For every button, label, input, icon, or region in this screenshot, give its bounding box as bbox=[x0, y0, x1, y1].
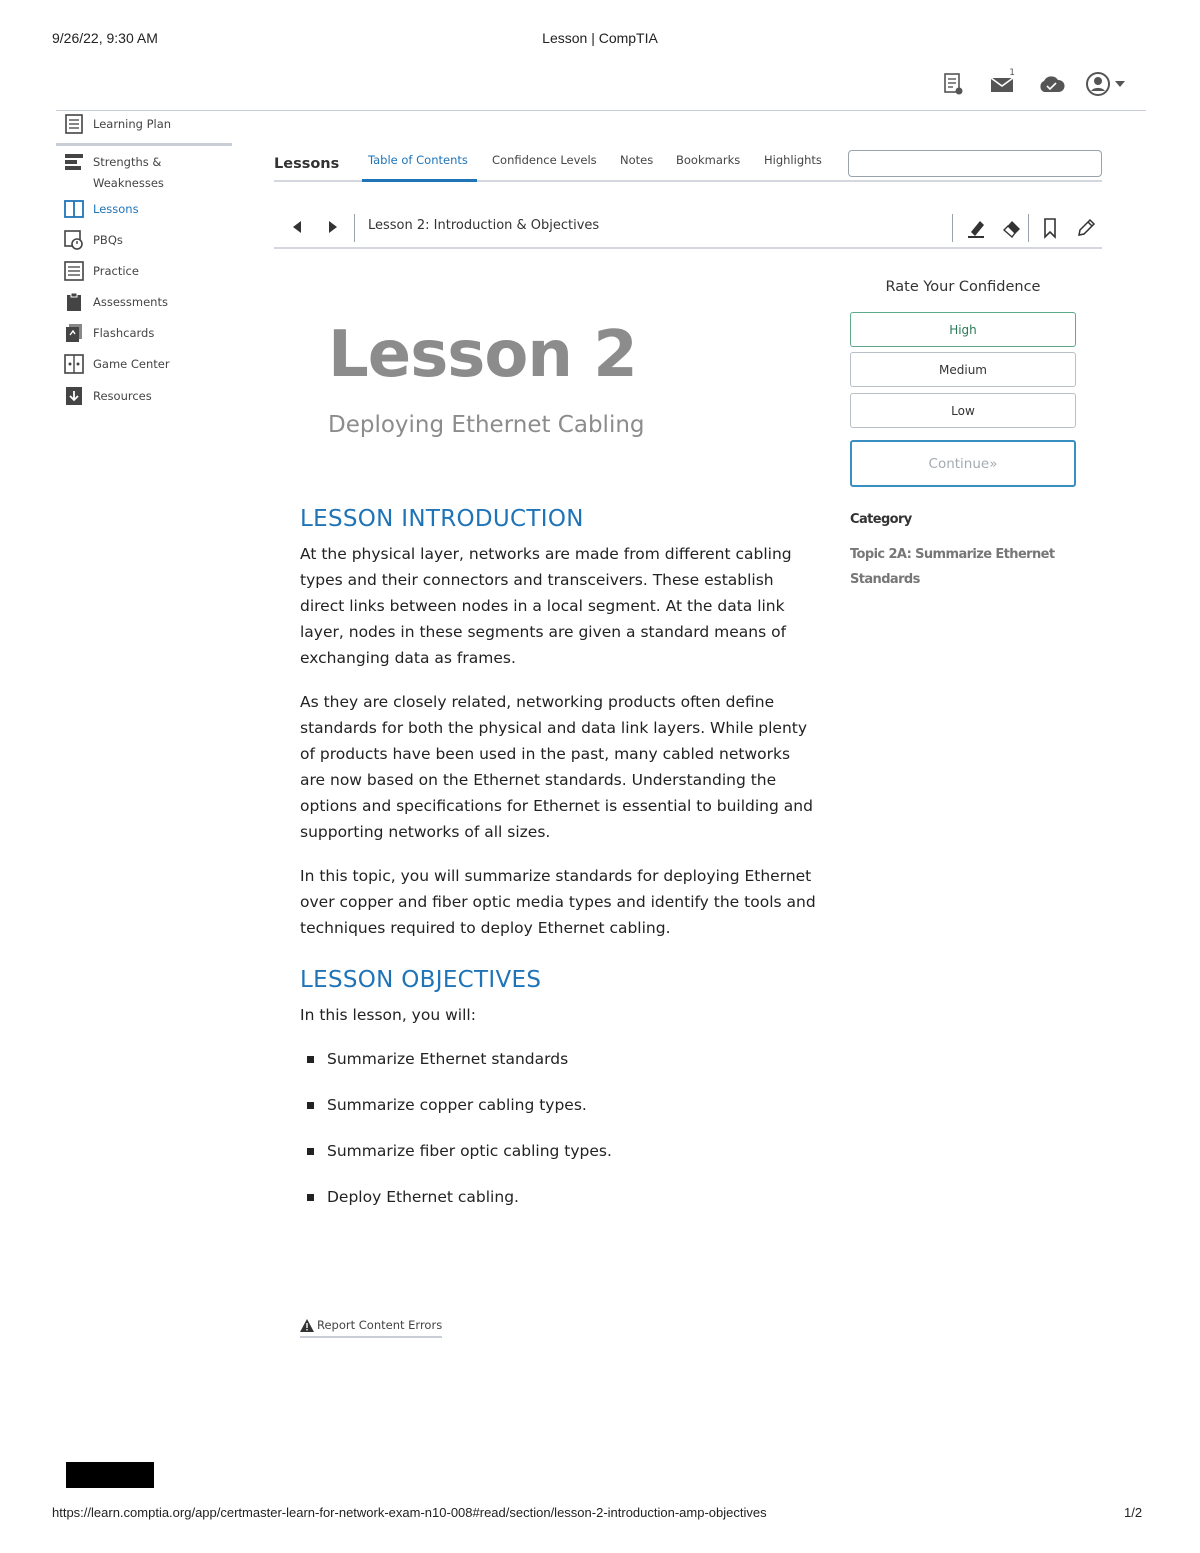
lesson-hero-title: Lesson 2 bbox=[328, 318, 637, 392]
lesson-hero-subtitle: Deploying Ethernet Cabling bbox=[328, 412, 645, 438]
book-icon bbox=[64, 199, 84, 219]
print-date: 9/26/22, 9:30 AM bbox=[52, 30, 158, 46]
report-label: Report Content Errors bbox=[317, 1318, 443, 1332]
confidence-low-button[interactable]: Low bbox=[850, 393, 1076, 428]
sidebar-item-assessments[interactable] bbox=[56, 292, 232, 313]
print-page-number: 1/2 bbox=[1124, 1505, 1143, 1520]
sidebar-item-label: Flashcards bbox=[93, 326, 155, 340]
intro-paragraph: In this topic, you will summarize standards for deploying Ethernet over copper and fiber optic media types and identify the tools and techniques required to deploy Ethernet cabling. bbox=[300, 867, 816, 937]
download-icon bbox=[64, 386, 84, 406]
content-tabs bbox=[274, 146, 1102, 182]
tools-divider bbox=[1028, 214, 1029, 242]
sidebar-item-label: PBQs bbox=[93, 233, 123, 247]
sidebar-item-label: Resources bbox=[93, 389, 152, 403]
sidebar-item-lessons[interactable] bbox=[56, 199, 232, 220]
intro-paragraph: At the physical layer, networks are made from different cabling types and their connectors and transceivers. These establish direct links between nodes in a local segment. At the data link layer, nodes in these segments are given a standard means of exchanging data as frames. bbox=[300, 545, 792, 667]
lesson-title: Lesson 2: Introduction & Objectives bbox=[368, 218, 600, 233]
sidebar-item-label: Strengths & Weaknesses bbox=[93, 155, 164, 190]
section-title: Lessons bbox=[274, 156, 340, 172]
tab-table-of-contents[interactable]: Table of Contents bbox=[362, 153, 477, 182]
sidebar-item-pbqs[interactable] bbox=[56, 230, 232, 251]
sidebar-item-game-center[interactable] bbox=[56, 354, 232, 375]
user-account-icon[interactable] bbox=[1085, 70, 1129, 98]
sidebar-item-label: Assessments bbox=[93, 295, 168, 309]
objectives-intro: In this lesson, you will: bbox=[300, 1006, 476, 1024]
list-item bbox=[300, 1092, 820, 1118]
list-item bbox=[300, 1184, 820, 1210]
eraser-icon[interactable] bbox=[1000, 216, 1024, 240]
square-bullet-icon bbox=[307, 1056, 314, 1063]
sidebar-item-label: Practice bbox=[93, 264, 139, 278]
sidebar-divider bbox=[56, 143, 232, 146]
sidebar-item-learning-plan[interactable] bbox=[56, 114, 232, 135]
nav-divider bbox=[354, 214, 355, 242]
sidebar-item-practice[interactable] bbox=[56, 261, 232, 282]
sidebar bbox=[56, 110, 232, 407]
learning-plan-icon bbox=[64, 114, 84, 134]
cloud-icon[interactable] bbox=[1036, 70, 1066, 98]
notes-icon[interactable] bbox=[938, 70, 968, 98]
highlighter-icon[interactable] bbox=[964, 216, 988, 240]
sidebar-item-flashcards[interactable] bbox=[56, 323, 232, 344]
sidebar-item-label: Lessons bbox=[93, 202, 139, 216]
game-icon bbox=[64, 354, 84, 374]
bookmark-icon[interactable] bbox=[1038, 216, 1062, 240]
lesson-content bbox=[300, 506, 820, 1230]
confidence-high-button[interactable]: High bbox=[850, 312, 1076, 347]
pencil-icon[interactable] bbox=[1074, 216, 1098, 240]
tools-divider bbox=[952, 214, 953, 242]
messages-icon[interactable] bbox=[987, 70, 1017, 98]
strengths-icon bbox=[64, 152, 84, 172]
report-content-errors-link[interactable] bbox=[300, 1318, 442, 1338]
sidebar-item-resources[interactable] bbox=[56, 386, 232, 407]
redaction-block bbox=[66, 1462, 154, 1488]
previous-arrow-icon[interactable] bbox=[288, 218, 306, 236]
sidebar-item-strengths-weaknesses[interactable] bbox=[56, 152, 232, 194]
pbq-icon bbox=[64, 230, 84, 250]
confidence-medium-button[interactable]: Medium bbox=[850, 352, 1076, 387]
objective-text: Summarize fiber optic cabling types. bbox=[327, 1142, 612, 1160]
category-topic-link[interactable]: Topic 2A: Summarize Ethernet Standards bbox=[850, 547, 1055, 587]
objective-text: Summarize copper cabling types. bbox=[327, 1096, 587, 1114]
message-count-badge: 1 bbox=[1009, 68, 1015, 78]
square-bullet-icon bbox=[307, 1102, 314, 1109]
search-input[interactable] bbox=[848, 150, 1102, 177]
category-label: Category bbox=[850, 512, 912, 527]
sidebar-item-label: Learning Plan bbox=[93, 117, 172, 131]
intro-heading: LESSON INTRODUCTION bbox=[300, 506, 584, 532]
objective-text: Summarize Ethernet standards bbox=[327, 1050, 569, 1068]
objectives-heading: LESSON OBJECTIVES bbox=[300, 967, 542, 993]
print-page-title: Lesson | CompTIA bbox=[542, 30, 658, 46]
objectives-list bbox=[300, 1046, 820, 1210]
tab-confidence-levels[interactable]: Confidence Levels bbox=[492, 153, 597, 167]
lesson-navigation bbox=[274, 210, 1102, 249]
list-item bbox=[300, 1138, 820, 1164]
top-toolbar bbox=[938, 70, 1148, 98]
list-item bbox=[300, 1046, 820, 1072]
clipboard-icon bbox=[64, 292, 84, 312]
rate-confidence-title: Rate Your Confidence bbox=[885, 279, 1041, 295]
tab-highlights[interactable]: Highlights bbox=[764, 153, 822, 167]
square-bullet-icon bbox=[307, 1194, 314, 1201]
print-url: https://learn.comptia.org/app/certmaster-learn-for-network-exam-n10-008#read/section/lesson-2-introduction-amp-objectives bbox=[52, 1505, 767, 1520]
flashcards-icon bbox=[64, 323, 84, 343]
sidebar-item-label: Game Center bbox=[93, 357, 170, 371]
practice-icon bbox=[64, 261, 84, 281]
tab-notes[interactable]: Notes bbox=[620, 153, 654, 167]
continue-button[interactable]: Continue» bbox=[850, 440, 1076, 487]
tab-bookmarks[interactable]: Bookmarks bbox=[676, 153, 741, 167]
intro-paragraph: As they are closely related, networking products often define standards for both the physical and data link layers. While plenty of products have been used in the past, many cabled networks are now based on the Ethernet standards. Understanding the options and specifications for Ethernet is essential to building and supporting networks of all sizes. bbox=[300, 693, 813, 841]
square-bullet-icon bbox=[307, 1148, 314, 1155]
objective-text: Deploy Ethernet cabling. bbox=[327, 1188, 519, 1206]
warning-icon bbox=[300, 1319, 314, 1332]
next-arrow-icon[interactable] bbox=[324, 218, 342, 236]
